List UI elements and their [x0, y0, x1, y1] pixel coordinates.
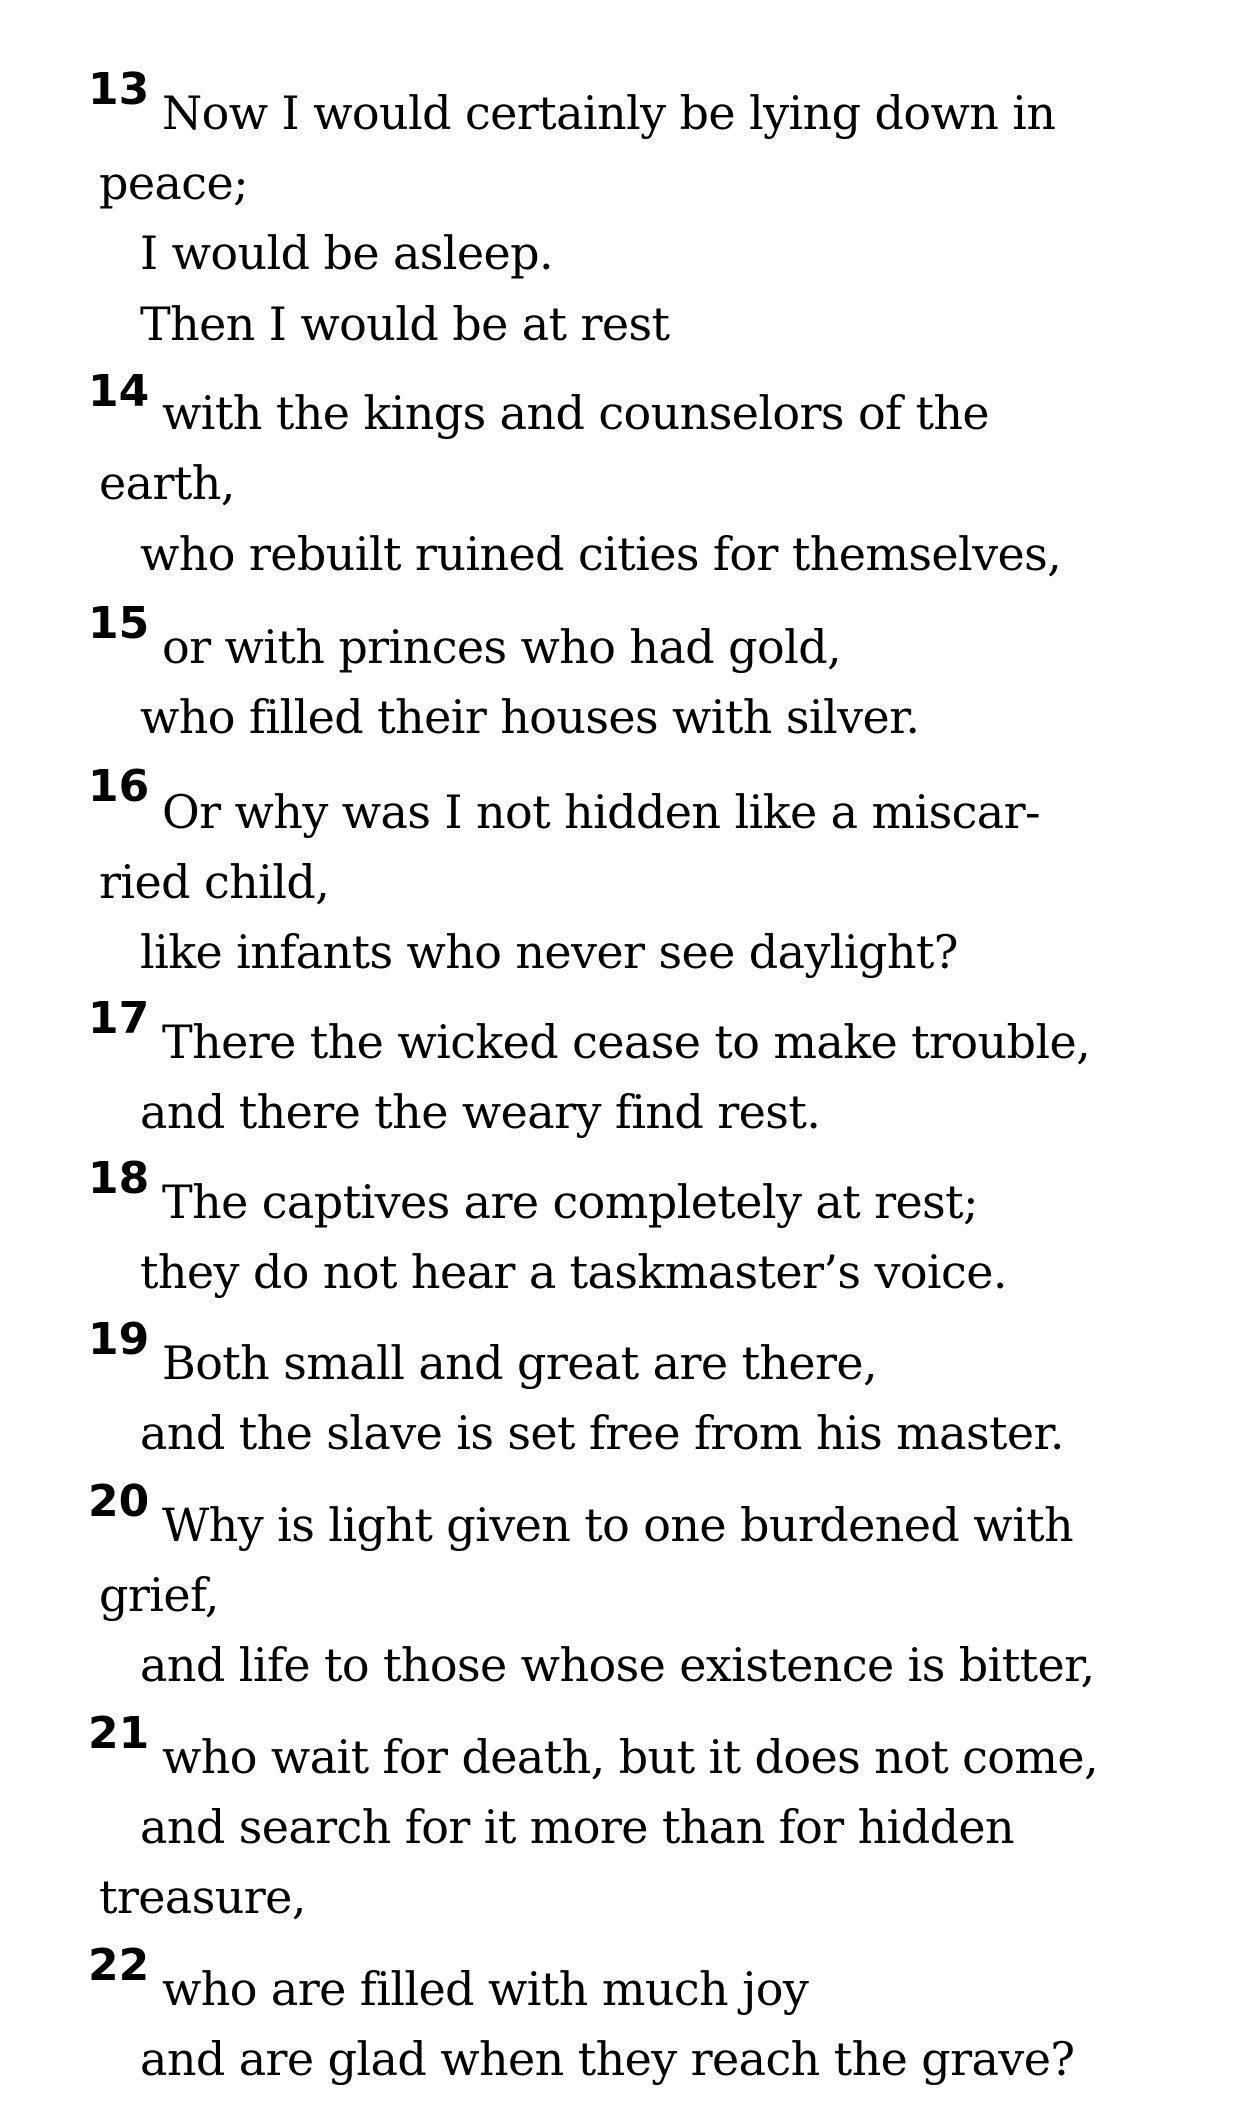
verse-line: they do not hear a taskmaster’s voice. [140, 1245, 1007, 1299]
verse-line: I would be asleep. [140, 226, 554, 280]
verse-17 [0, 993, 1242, 1139]
verse-line: earth, [99, 456, 235, 510]
verse-number: 17 [88, 993, 150, 1044]
verse-line: who rebuilt ruined cities for themselves, [140, 527, 1062, 581]
verse-line: who wait for death, but it does not come, [162, 1730, 1099, 1784]
verse-number: 21 [88, 1708, 150, 1759]
verse-20 [0, 1476, 1242, 1692]
verse-line: There the wicked cease to make trouble, [162, 1015, 1091, 1069]
verse-line: who filled their houses with silver. [140, 690, 920, 744]
verse-18 [0, 1153, 1242, 1299]
verse-line: like infants who never see daylight? [140, 925, 958, 979]
verse-number: 16 [88, 761, 150, 812]
verse-number: 20 [88, 1476, 150, 1527]
verse-line: Why is light given to one burdened with [162, 1498, 1074, 1552]
verse-line: or with princes who had gold, [162, 620, 842, 674]
verse-line: Or why was I not hidden like a miscar- [162, 785, 1040, 839]
verse-line: treasure, [99, 1870, 306, 1924]
verse-line: The captives are completely at rest; [162, 1175, 978, 1229]
verse-number: 18 [88, 1153, 150, 1204]
verse-line: grief, [99, 1568, 219, 1622]
verse-line: and the slave is set free from his master. [140, 1406, 1064, 1460]
verse-22 [0, 1940, 1242, 2086]
verse-line: with the kings and counselors of the [162, 386, 990, 440]
verse-number: 13 [88, 64, 150, 115]
verse-15 [0, 598, 1242, 744]
verse-21 [0, 1708, 1242, 1924]
verse-number: 19 [88, 1314, 150, 1365]
verse-number: 15 [88, 598, 150, 649]
verse-line: Then I would be at rest [140, 297, 670, 351]
verse-line: and search for it more than for hidden [140, 1800, 1015, 1854]
verse-line: and life to those whose existence is bitter, [140, 1638, 1095, 1692]
verse-line: ried child, [99, 855, 330, 909]
verse-line: who are filled with much joy [162, 1962, 809, 2016]
verse-number: 22 [88, 1940, 150, 1991]
verse-line: peace; [99, 156, 248, 210]
verse-13 [0, 64, 1242, 351]
verse-line: and are glad when they reach the grave? [140, 2032, 1075, 2086]
verse-number: 14 [88, 366, 150, 417]
verse-line: Both small and great are there, [162, 1336, 878, 1390]
verse-19 [0, 1314, 1242, 1460]
verse-16 [0, 761, 1242, 979]
verse-line: and there the weary find rest. [140, 1085, 821, 1139]
verse-14 [0, 366, 1242, 581]
verse-line: Now I would certainly be lying down in [162, 86, 1056, 140]
